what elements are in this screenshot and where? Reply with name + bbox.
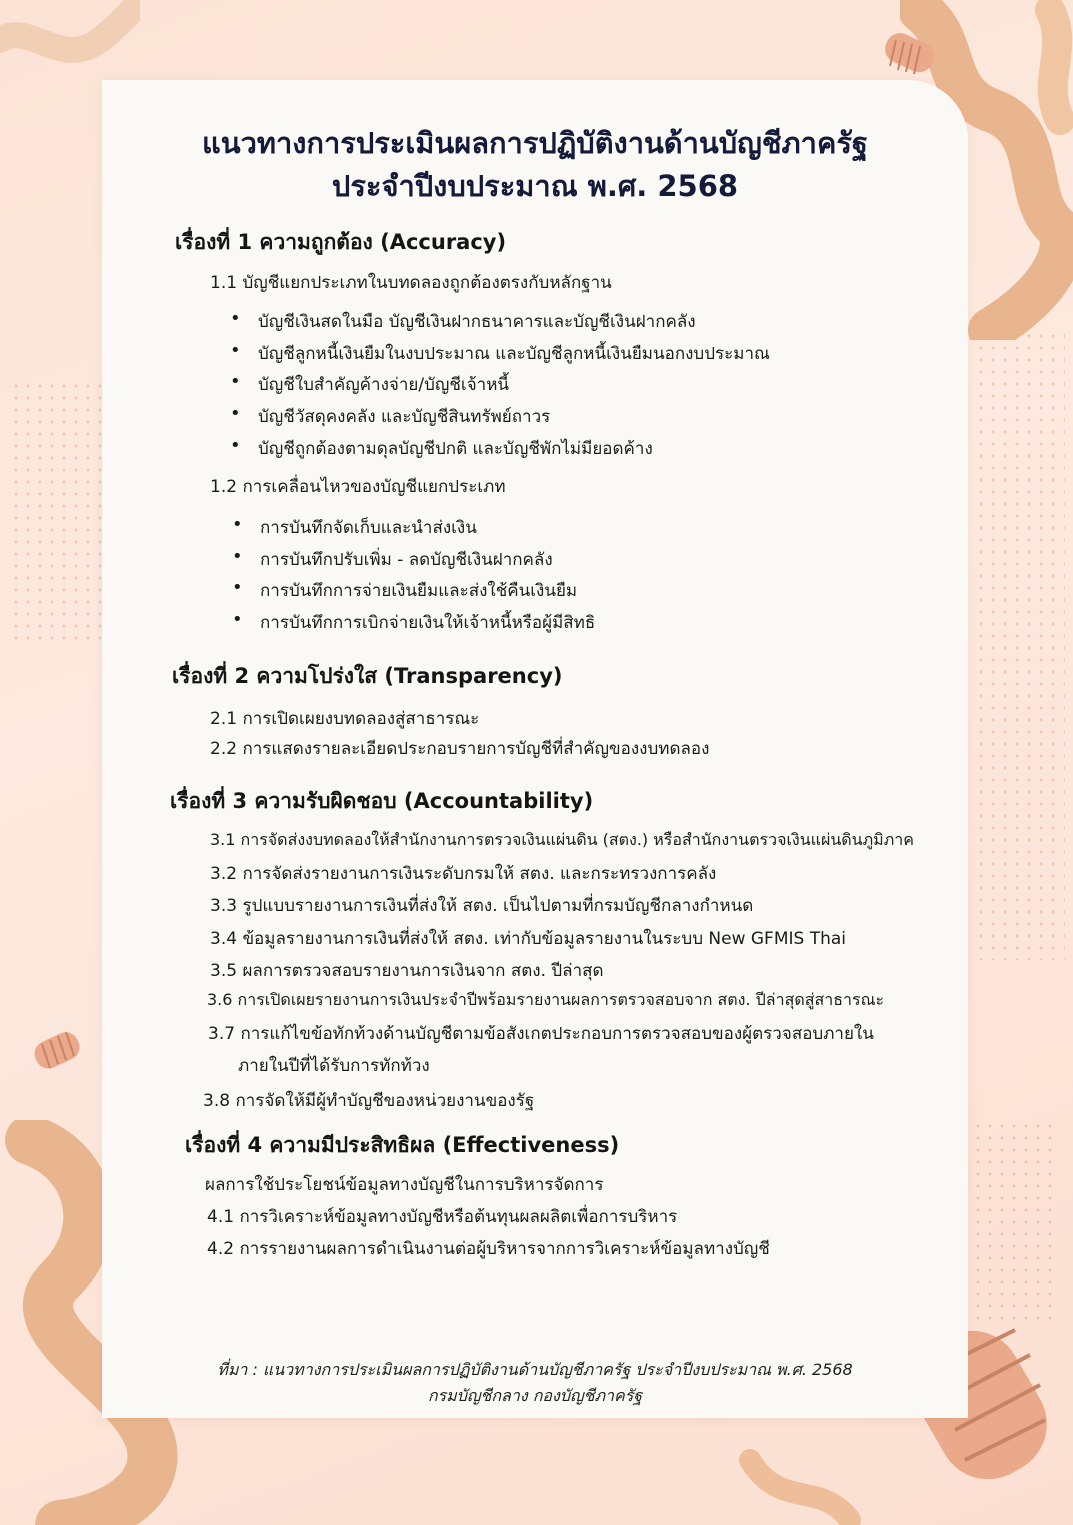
section-1-1-label: 1.1 บัญชีแยกประเภทในบทดลองถูกต้องตรงกับหลักฐาน <box>210 273 612 293</box>
section-3-item: 3.6 การเปิดเผยรายงานการเงินประจำปีพร้อมรายงานผลการตรวจสอบจาก สตง. ปีล่าสุดสู่สาธารณะ <box>207 990 885 1009</box>
section-3-item: 3.8 การจัดให้มีผู้ทำบัญชีของหน่วยงานของรัฐ <box>203 1091 535 1111</box>
section-2-heading: เรื่องที่ 2 ความโปร่งใส (Transparency) <box>172 664 563 688</box>
section-3-heading: เรื่องที่ 3 ความรับผิดชอบ (Accountability) <box>170 789 594 813</box>
document-title-line-2: ประจำปีงบประมาณ พ.ศ. 2568 <box>331 169 739 203</box>
section-4-item: 4.1 การวิเคราะห์ข้อมูลทางบัญชีหรือต้นทุนผลผลิตเพื่อการบริหาร <box>207 1207 678 1227</box>
section-3-item: 3.2 การจัดส่งรายงานการเงินระดับกรมให้ สตง. และกระทรวงการคลัง <box>210 864 717 884</box>
section-1-2-label: 1.2 การเคลื่อนไหวของบัญชีแยกประเภท <box>210 477 506 497</box>
section-3-item: 3.1 การจัดส่งงบทดลองให้สำนักงานการตรวจเงินแผ่นดิน (สตง.) หรือสำนักงานตรวจเงินแผ่นดินภูมิภาค <box>210 830 914 849</box>
squiggle-shape-top-left <box>0 0 140 90</box>
bullet-item: • บัญชีใบสำคัญค้างจ่าย/บัญชีเจ้าหนี้ <box>258 371 509 398</box>
bullet-item: • การบันทึกการจ่ายเงินยืมและส่งใช้คืนเงินยืม <box>260 577 577 604</box>
bullet-item: • บัญชีถูกต้องตามดุลบัญชีปกติ และบัญชีพักไม่มียอดค้าง <box>258 435 653 462</box>
bullet-item: • บัญชีลูกหนี้เงินยืมในงบประมาณ และบัญชีลูกหนี้เงินยืมนอกงบประมาณ <box>258 340 770 367</box>
dot-pattern-bottom <box>960 1120 1060 1320</box>
bullet-item: • การบันทึกจัดเก็บและนำส่งเงิน <box>260 514 477 541</box>
section-2-item: 2.1 การเปิดเผยงบทดลองสู่สาธารณะ <box>210 709 480 729</box>
coil-shape-left <box>28 1026 88 1076</box>
dot-pattern-left <box>10 380 110 640</box>
section-4-heading: เรื่องที่ 4 ความมีประสิทธิผล (Effectiveness) <box>185 1133 620 1157</box>
coil-shape-top <box>880 32 940 78</box>
document-title-line-1: แนวทางการประเมินผลการปฏิบัติงานด้านบัญชีภาครัฐ <box>202 126 868 160</box>
bullet-item: • บัญชีเงินสดในมือ บัญชีเงินฝากธนาคารและบัญชีเงินฝากคลัง <box>258 308 696 335</box>
source-note-line-2: กรมบัญชีกลาง กองบัญชีภาครัฐ <box>427 1386 643 1405</box>
section-3-item: 3.7 การแก้ไขข้อทักท้วงด้านบัญชีตามข้อสังเกตประกอบการตรวจสอบของผู้ตรวจสอบภายใน <box>208 1024 874 1044</box>
squiggle-shape-bottom <box>730 1420 930 1525</box>
bullet-item: • การบันทึกการเบิกจ่ายเงินให้เจ้าหนี้หรือผู้มีสิทธิ <box>260 609 595 636</box>
source-note-line-1: ที่มา : แนวทางการประเมินผลการปฏิบัติงานด้านบัญชีภาครัฐ ประจำปีงบประมาณ พ.ศ. 2568 <box>217 1360 853 1379</box>
dot-pattern-right <box>975 330 1065 960</box>
section-2-item: 2.2 การแสดงรายละเอียดประกอบรายการบัญชีที่สำคัญของงบทดลอง <box>210 739 710 759</box>
section-4-intro: ผลการใช้ประโยชน์ข้อมูลทางบัญชีในการบริหารจัดการ <box>205 1175 604 1195</box>
section-3-item-continuation: ภายในปีที่ได้รับการทักท้วง <box>238 1056 430 1076</box>
bullet-item: • การบันทึกปรับเพิ่ม - ลดบัญชีเงินฝากคลัง <box>260 546 553 573</box>
section-3-item: 3.5 ผลการตรวจสอบรายงานการเงินจาก สตง. ปีล่าสุด <box>210 961 604 981</box>
bullet-item: • บัญชีวัสดุคงคลัง และบัญชีสินทรัพย์ถาวร <box>258 403 550 430</box>
section-3-item: 3.3 รูปแบบรายงานการเงินที่ส่งให้ สตง. เป็นไปตามที่กรมบัญชีกลางกำหนด <box>210 896 754 916</box>
section-3-item: 3.4 ข้อมูลรายงานการเงินที่ส่งให้ สตง. เท่ากับข้อมูลรายงานในระบบ New GFMIS Thai <box>210 929 847 949</box>
section-1-heading: เรื่องที่ 1 ความถูกต้อง (Accuracy) <box>175 230 507 254</box>
section-4-item: 4.2 การรายงานผลการดำเนินงานต่อผู้บริหารจากการวิเคราะห์ข้อมูลทางบัญชี <box>207 1239 770 1259</box>
